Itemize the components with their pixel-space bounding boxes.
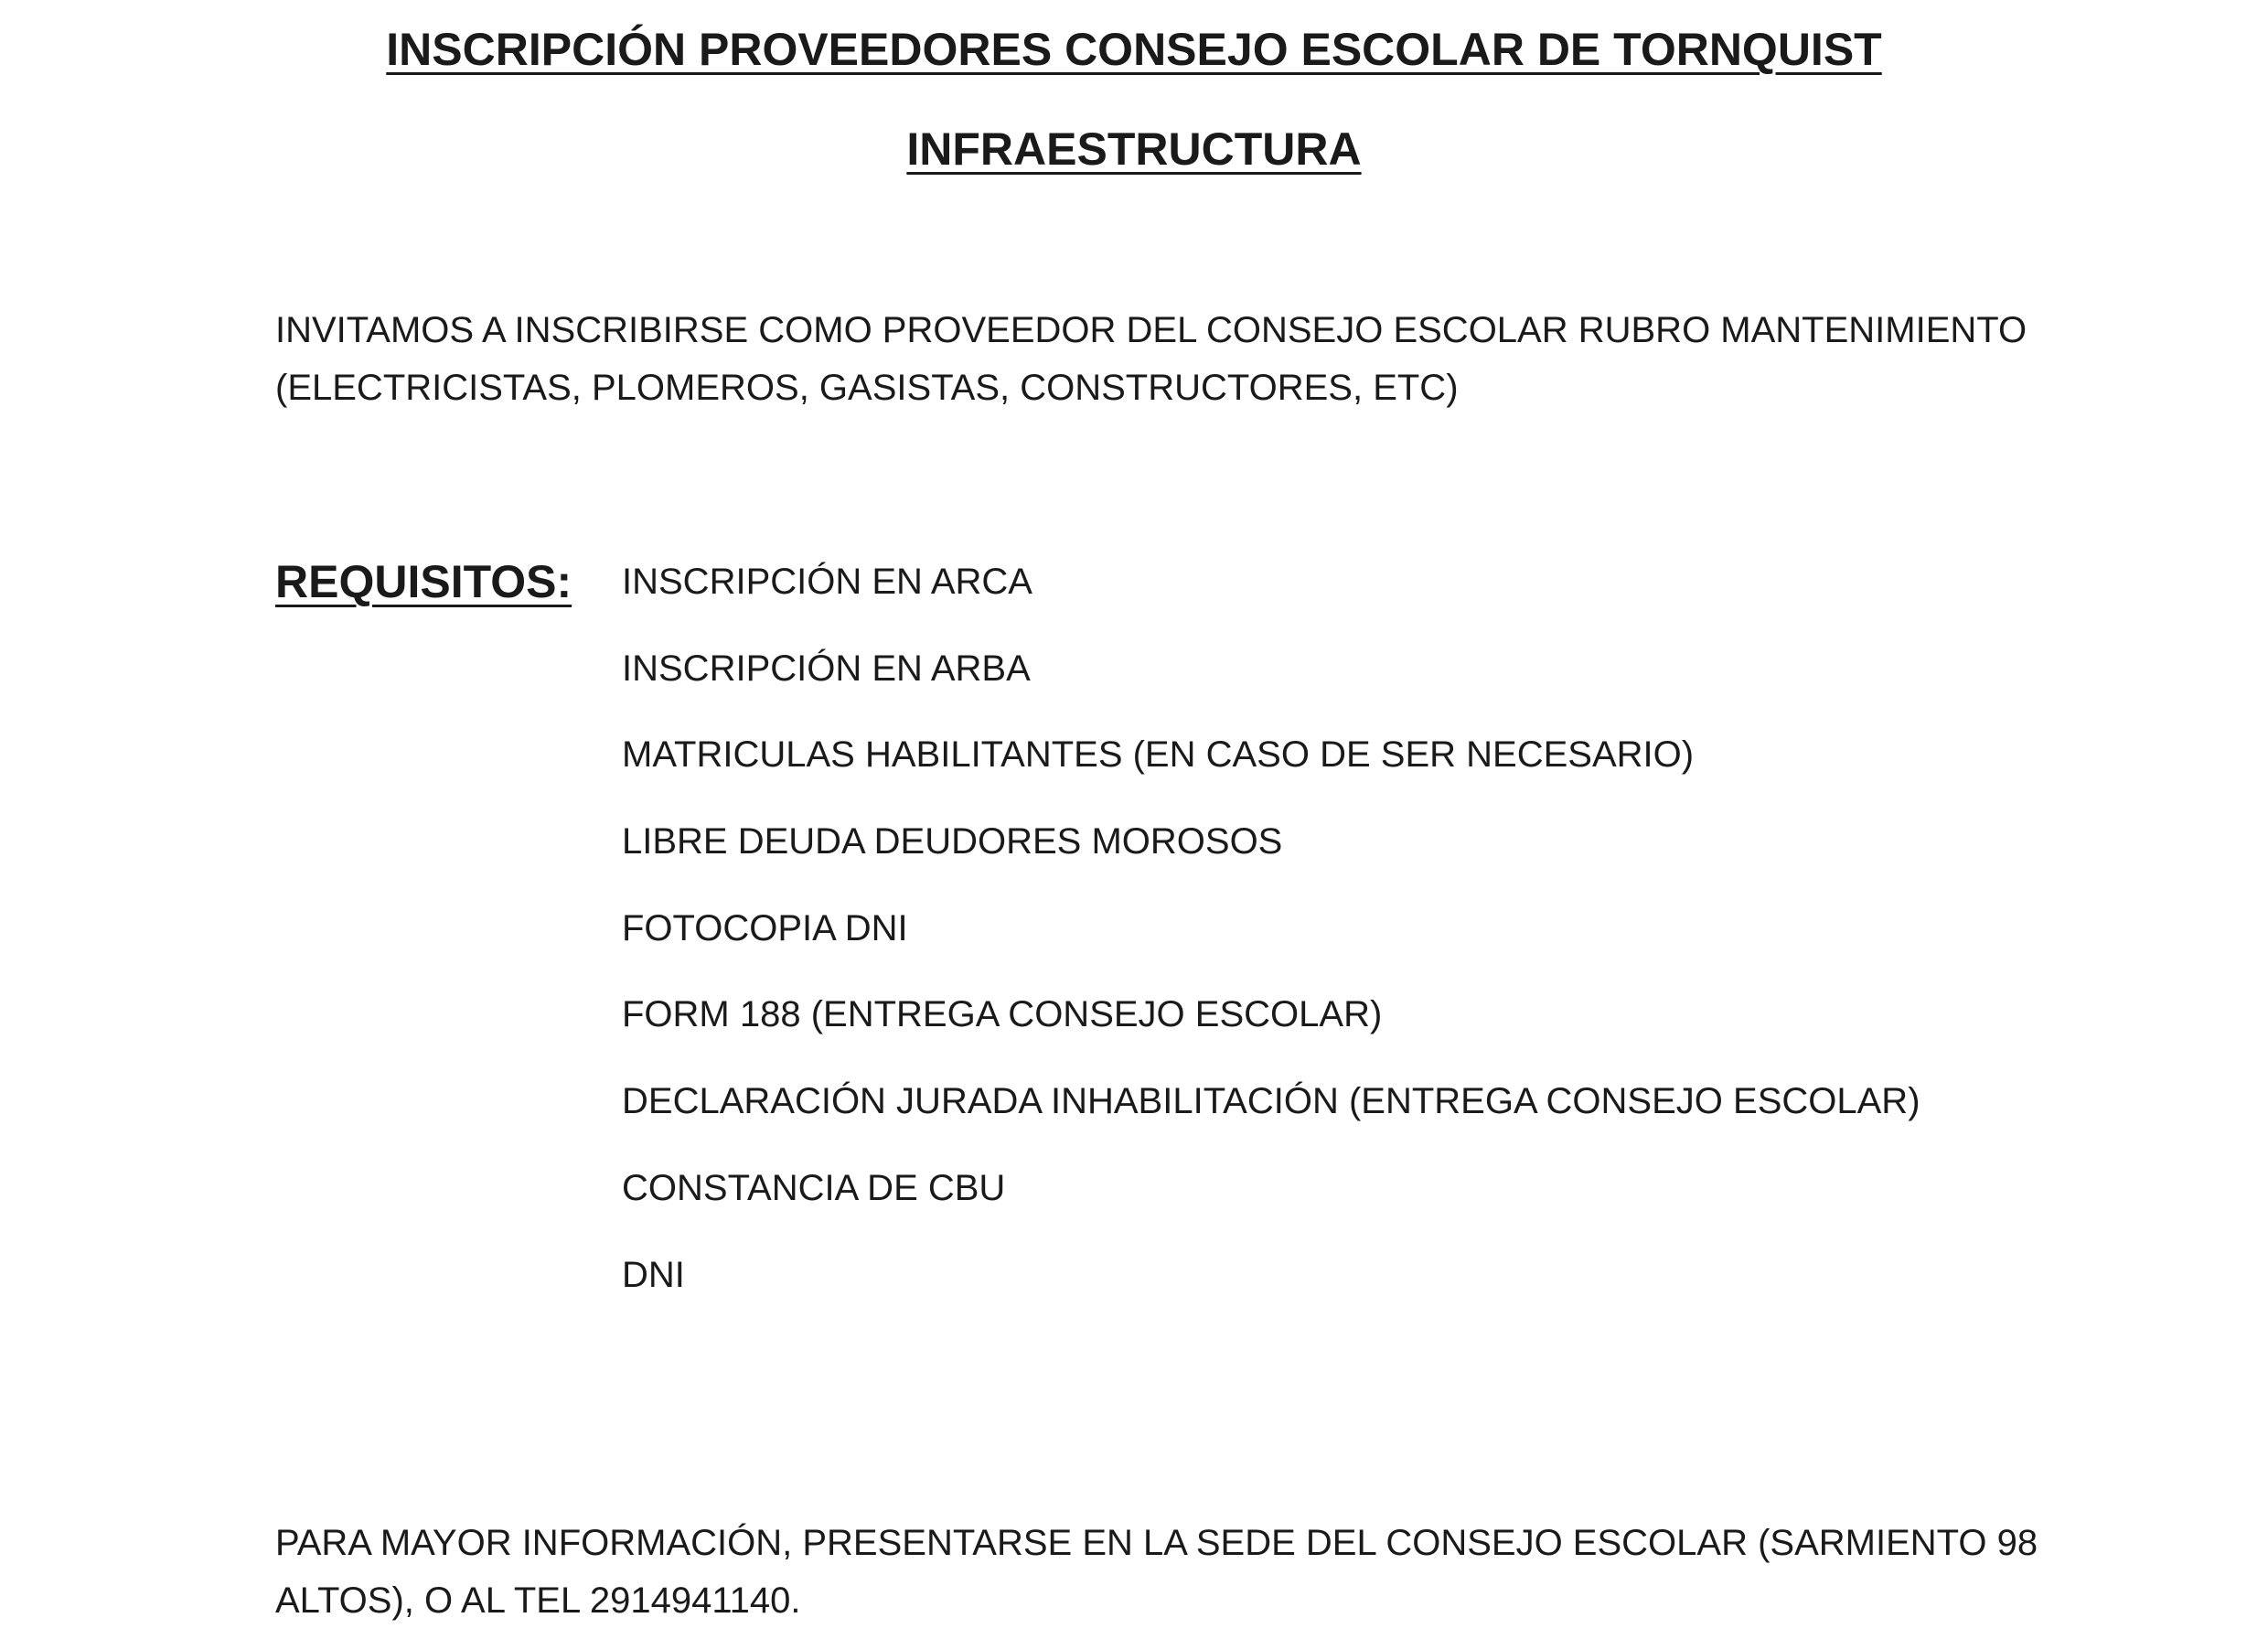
requirement-item: INSCRIPCIÓN EN ARCA	[622, 562, 1032, 602]
footer-contact-paragraph	[275, 1515, 2068, 1630]
footer-line: ALTOS), O AL TEL 2914941140.	[275, 1580, 801, 1621]
requirements-label: REQUISITOS:	[275, 556, 572, 607]
intro-line: (ELECTRICISTAS, PLOMEROS, GASISTAS, CONSTRUCTORES, ETC)	[275, 368, 1459, 408]
requirement-item: MATRICULAS HABILITANTES (EN CASO DE SER NECESARIO)	[622, 734, 1695, 776]
requirement-item: CONSTANCIA DE CBU	[622, 1167, 1006, 1208]
document-subtitle: INFRAESTRUCTURA	[906, 123, 1362, 175]
requirements-list	[622, 560, 1920, 1339]
requirement-item: DECLARACIÓN JURADA INHABILITACIÓN (ENTREGA CONSEJO ESCOLAR)	[622, 1081, 1920, 1122]
footer-line: PARA MAYOR INFORMACIÓN, PRESENTARSE EN LA SEDE DEL CONSEJO ESCOLAR (SARMIENTO 98	[275, 1523, 2038, 1563]
requirement-item: DNI	[622, 1254, 685, 1295]
requirement-item: FOTOCOPIA DNI	[622, 907, 908, 948]
requirement-item: LIBRE DEUDA DEUDORES MOROSOS	[622, 821, 1283, 862]
requirement-item: FORM 188 (ENTREGA CONSEJO ESCOLAR)	[622, 994, 1383, 1035]
intro-line: INVITAMOS A INSCRIBIRSE COMO PROVEEDOR DEL CONSEJO ESCOLAR RUBRO MANTENIMIENTO	[275, 310, 2027, 350]
document-title: INSCRIPCIÓN PROVEEDORES CONSEJO ESCOLAR DE TORNQUIST	[386, 24, 1882, 75]
requirement-item: INSCRIPCIÓN EN ARBA	[622, 648, 1031, 689]
intro-paragraph	[275, 302, 2068, 417]
